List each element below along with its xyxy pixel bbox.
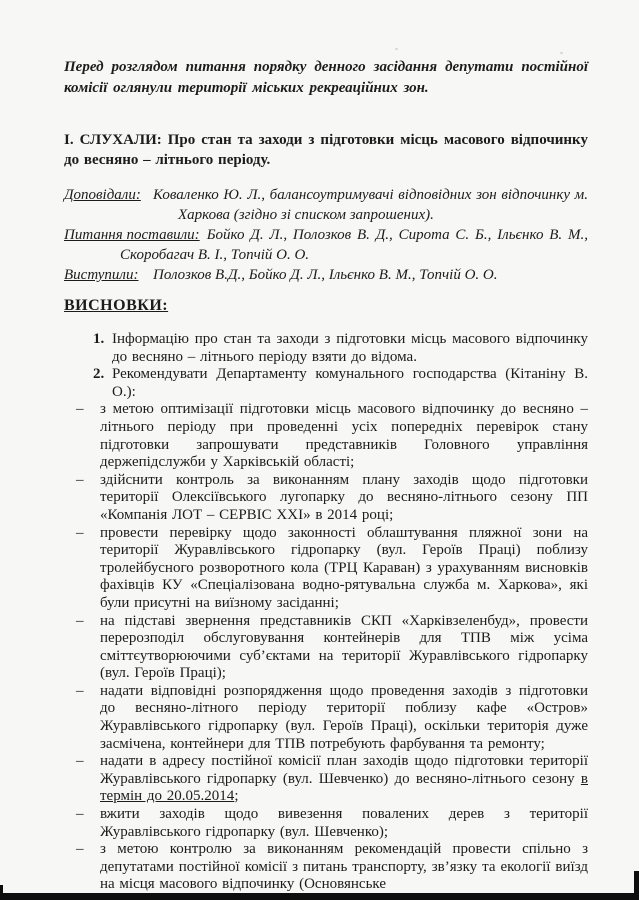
scan-left-edge-mark [0,885,3,893]
speaker-row-questions [64,225,588,265]
speaker-value: Полозков В.Д., Бойко Д. Л., Ільєнко В. М., Топчій О. О. [153,267,498,283]
recommendations-list [76,401,588,894]
recommendation-text: провести перевірку щодо законності облаштування пляжної зони на території Журавлівського гідропарку (вул. Героїв Праці) поблизу тролейбусного розворотного кола (ТРЦ Караван) з урахуванням висновків фахівців КУ «Спеціалізована водно-рятувальна служба м. Харкова», які були присутні на виїзному засіданні; [100,524,588,611]
speaker-value: Коваленко Ю. Л., балансоутримувачі відповідних зон відпочинку м. Харкова (згідно зі списком запрошених). [153,187,588,223]
recommendation-item-with-deadline [76,753,588,806]
speakers-block [64,185,588,285]
speaker-label: Доповідали: [64,187,141,203]
recommendation-text: на підставі звернення представників СКП «Харківзеленбуд», провести перерозподіл обслуговування контейнерів для ТПВ між усіма сміттєутворюючими суб’єктами на території Журавлівського гідропарку (вул. Героїв Праці); [100,612,588,682]
dash-bullet: – [76,401,84,418]
dash-bullet: – [76,682,84,699]
recommendation-item [76,613,588,683]
recommendation-item [76,401,588,471]
recommendation-text: з метою оптимізації підготовки місць масового відпочинку до весняно – літнього періоду при проведенні усіх попередніх перевірок стану підготовки запрошувати представників Головного управління держепідслужби у Харківській області; [100,401,588,471]
recommendation-item [76,841,588,894]
dash-bullet: – [76,524,84,541]
dash-bullet: – [76,753,84,770]
speaker-row-reporters [64,185,588,225]
dash-bullet: – [76,806,84,823]
recommendation-item [76,806,588,841]
document-content [64,0,588,894]
conclusions-list [64,331,588,894]
numbered-item [93,366,588,401]
underlined-deadline: в термін до 20.05.2014 [100,770,588,805]
item-number: 2. [93,366,105,383]
speaker-value: Бойко Д. Л., Полозков В. Д., Сирота С. Б., Ільєнко В. М., Скоробагач В. І., Топчій О. О. [120,227,588,263]
recommendation-text: з метою контролю за виконанням рекомендацій провести спільно з депутатами постійної комісії з питань транспорту, зв’язку та екології виїзд на місця масового відпочинку (Основянське [100,841,588,893]
speaker-row-spoke [64,265,588,285]
dash-bullet: – [76,841,84,858]
scan-right-edge-mark [634,871,639,893]
recommendation-text: надати в адресу постійної комісії план заходів щодо підготовки території Журавлівського гідропарку (вул. Шевченко) до весняно-літнього сезону [100,753,588,787]
intro-paragraph: Перед розглядом питання порядку денного засідання депутати постійної комісії оглянули території міських рекреаційних зон. [64,59,588,96]
item-text: Рекомендувати Департаменту комунального господарства (Кітаніну В. О.): [112,366,588,400]
speaker-label: Виступили: [64,267,139,283]
item-text: Інформацію про стан та заходи з підготовки місць масового відпочинку до весняно – літнього періоду взяти до відома. [112,331,588,365]
hearing-title: І. СЛУХАЛИ: Про стан та заходи з підготовки місць масового відпочинку до весняно – літнього періоду. [64,132,588,168]
recommendation-item [76,472,588,525]
speaker-label: Питання поставили: [64,227,200,243]
recommendation-text: надати відповідні розпорядження щодо проведення заходів з підготовки до весняно-літного періоду території поблизу кафе «Остров» Журавлівського гідропарку (вул. Героїв Праці), оскільки територія дуже засмічена, контейнери для ТПВ потребують фарбування та ремонту; [100,682,588,752]
dash-bullet: – [76,471,84,488]
dash-bullet: – [76,612,84,629]
recommendation-item [76,683,588,753]
item-number: 1. [93,331,105,347]
recommendation-text: здійснити контроль за виконанням плану заходів щодо підготовки території Олексіївського лугопарку до весняно-літнього сезону ПП «Компанія ЛОТ – СЕРВІС XXI» в 2014 році; [100,471,588,523]
conclusions-heading: ВИСНОВКИ: [64,297,169,314]
recommendation-item [76,525,588,613]
scan-bottom-edge [0,893,639,900]
recommendation-text: вжити заходів щодо вивезення повалених дерев з території Журавлівського гідропарку (вул. Шевченко); [100,806,588,840]
recommendation-suffix: ; [234,788,239,805]
numbered-item [93,331,588,366]
